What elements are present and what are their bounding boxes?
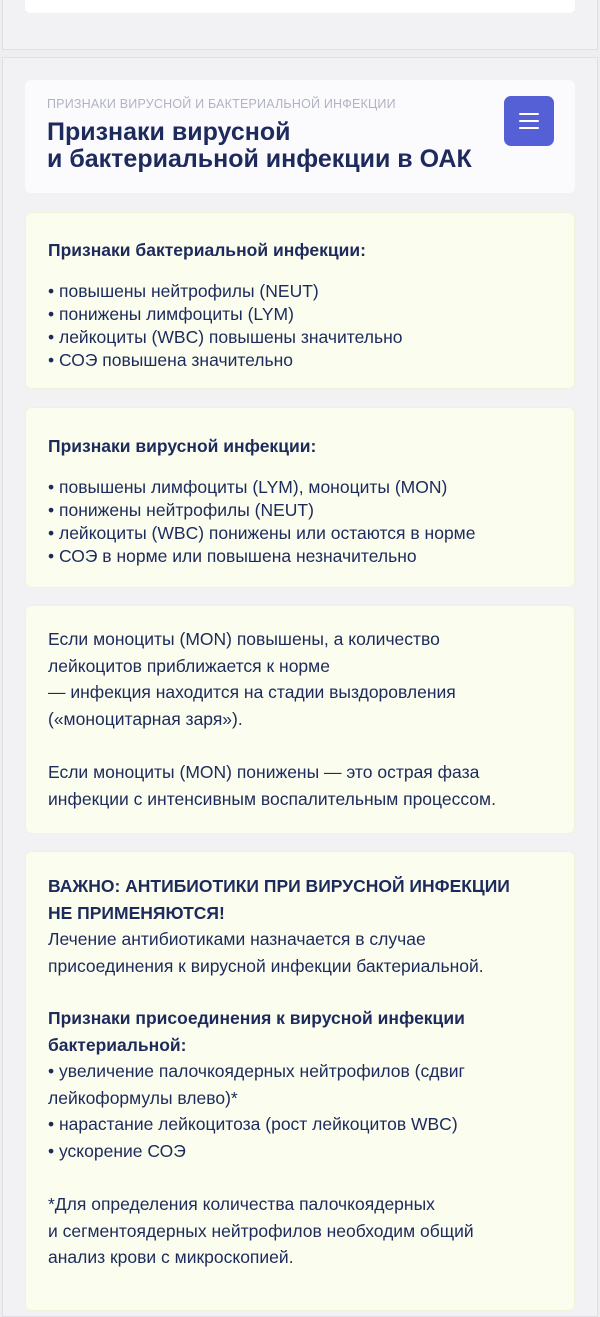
signs-title-line: Признаки присоединения к вирусной инфекции (48, 1008, 465, 1028)
signs-title-line: бактериальной: (48, 1034, 187, 1055)
treatment-text (48, 926, 552, 979)
warning-line: НЕ ПРИМЕНЯЮТСЯ! (48, 902, 225, 923)
page-title-line-1: Признаки вирусной (47, 118, 291, 146)
list-item: • понижены лимфоциты (LYM) (48, 304, 294, 324)
footnote-line: *Для определения количества палочкоядерных (48, 1194, 435, 1214)
bacterial-signs-title: Признаки бактериальной инфекции: (48, 240, 366, 260)
list-item: лейкоформулы влево)* (48, 1087, 238, 1108)
text-line: — инфекция находится на стадии выздоровления (48, 682, 456, 702)
page-title (47, 119, 507, 173)
section-header (25, 80, 575, 193)
text-line: лейкоцитов приближается к норме (48, 655, 330, 676)
footnote (48, 1191, 552, 1271)
list-item: • лейкоциты (WBC) повышены значительно (48, 327, 403, 347)
footnote-line: анализ крови с микроскопией. (48, 1247, 294, 1267)
list-item: • ускорение СОЭ (48, 1140, 186, 1161)
monocytes-paragraph-1 (48, 626, 552, 732)
bacterial-signs-list (48, 280, 552, 372)
monocytes-paragraph-2 (48, 759, 552, 812)
menu-button[interactable] (504, 96, 554, 146)
section-kicker: ПРИЗНАКИ ВИРУСНОЙ И БАКТЕРИАЛЬНОЙ ИНФЕКЦИИ (47, 97, 396, 111)
text-line: Если моноциты (MON) понижены — это острая фаза (48, 762, 480, 782)
list-item: • СОЭ в норме или повышена незначительно (48, 546, 417, 566)
bacterial-signs-card (25, 212, 575, 389)
text-line: присоединения к вирусной инфекции бактериальной. (48, 955, 484, 976)
list-item: • увеличение палочкоядерных нейтрофилов (сдвиг (48, 1061, 465, 1081)
viral-signs-title: Признаки вирусной инфекции: (48, 436, 317, 456)
previous-section-panel (2, 0, 598, 50)
list-item: • повышены нейтрофилы (NEUT) (48, 281, 319, 301)
viral-signs-list (48, 476, 552, 568)
text-line: Если моноциты (MON) повышены, а количество (48, 629, 440, 649)
list-item: • повышены лимфоциты (LYM), моноциты (MON) (48, 477, 448, 497)
list-item: • понижены нейтрофилы (NEUT) (48, 500, 314, 520)
list-item: • лейкоциты (WBC) понижены или остаются в норме (48, 523, 476, 543)
antibiotics-warning-card (25, 851, 575, 1311)
viral-signs-card (25, 407, 575, 588)
list-item: • СОЭ повышена значительно (48, 350, 294, 370)
text-line: («моноцитарная заря»). (48, 708, 243, 729)
antibiotics-warning (48, 873, 552, 926)
previous-section-card (25, 0, 575, 13)
text-line: инфекции с интенсивным воспалительным процессом. (48, 788, 496, 809)
warning-line: ВАЖНО: АНТИБИОТИКИ ПРИ ВИРУСНОЙ ИНФЕКЦИИ (48, 876, 510, 896)
secondary-infection-signs (48, 1005, 552, 1164)
footnote-line: и сегментоядерных нейтрофилов необходим общий (48, 1220, 474, 1241)
text-line: Лечение антибиотиками назначается в случае (48, 929, 426, 949)
page-title-line-2: и бактериальной инфекции в ОАК (47, 145, 472, 173)
list-item: • нарастание лейкоцитоза (рост лейкоцитов WBC) (48, 1114, 458, 1134)
monocytes-note-card (25, 605, 575, 834)
